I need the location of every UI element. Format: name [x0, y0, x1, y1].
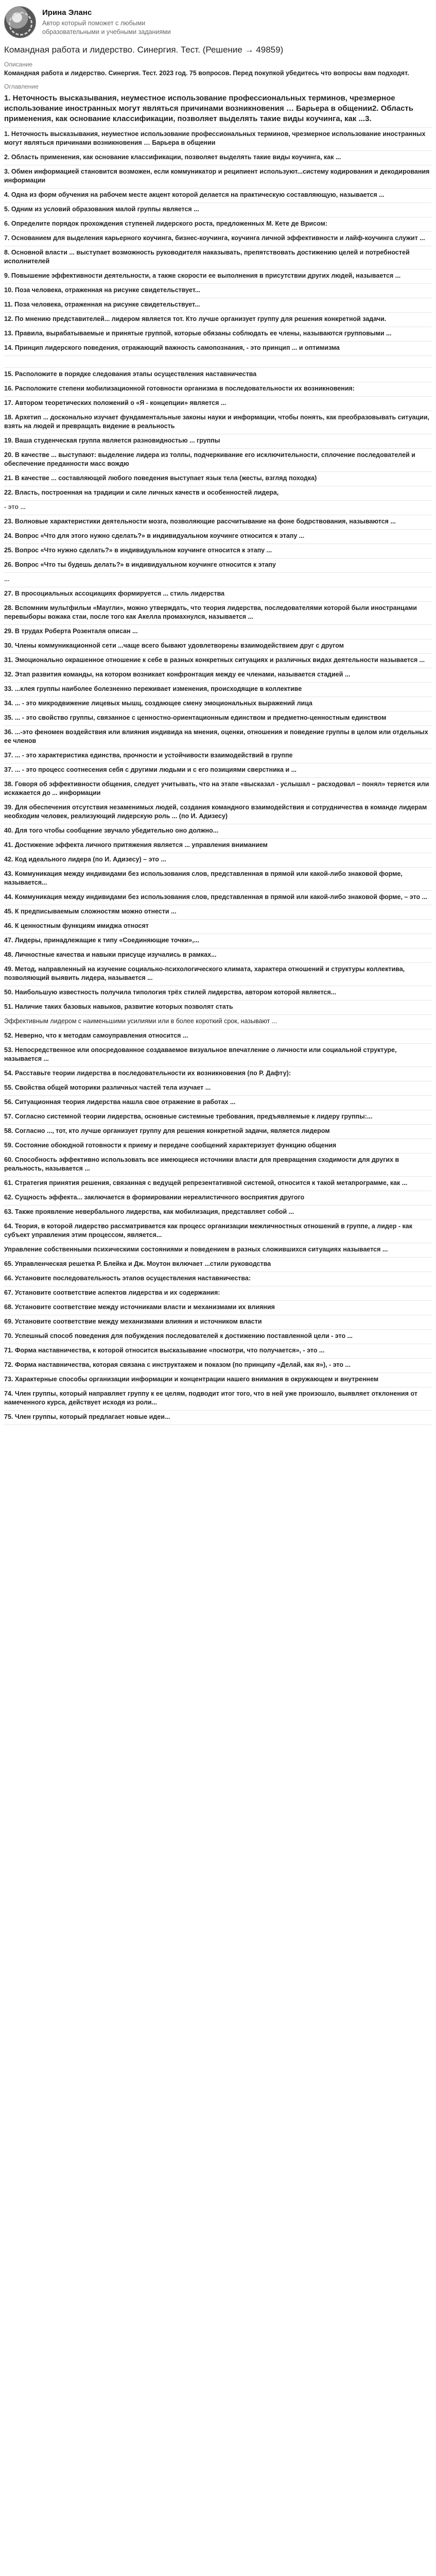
toc-item[interactable]: 17. Автором теоретических положений о «Я - концепции» является ...	[4, 397, 432, 411]
toc-item[interactable]: 31. Эмоционально окрашенное отношение к себе в разных конкретных ситуациях и различных видах деятельности называется ...	[4, 654, 432, 668]
toc-item[interactable]: 47. Лидеры, принадлежащие к типу «Соединяющие точки»,...	[4, 934, 432, 948]
toc-item[interactable]: 15. Расположите в порядке следования этапы осуществления наставничества	[4, 368, 432, 382]
toc-item[interactable]: 60. Способность эффективно использовать все имеющиеся источники власти для превращения сходимости для других в реальность, называется ...	[4, 1154, 432, 1177]
toc-item[interactable]: 72. Форма наставничества, которая связана с инструктажем и показом (по принципу «Делай, как я»), - это ...	[4, 1359, 432, 1373]
toc-item[interactable]: 23. Волновые характеристики деятельности мозга, позволяющие рассчитывание на фоне бодрствования, называются ...	[4, 515, 432, 530]
author-info	[42, 8, 176, 37]
toc-label: Оглавление	[4, 83, 39, 90]
toc-item[interactable]: 54. Расставьте теории лидерства в последовательности их возникновения (по Р. Дафту):	[4, 1067, 432, 1081]
description-text: Командная работа и лидерство. Синергия. Тест. 2023 год. 75 вопросов. Перед покупкой убедитесь что вопросы вам подходят.	[4, 70, 409, 77]
toc-item[interactable]: 1. Неточность высказывания, неуместное использование профессиональных терминов, чрезмерное использование иностранных могут являться причинами возникновения … Барьера в общении	[4, 128, 432, 151]
toc-item[interactable]: 65. Управленческая решетка Р. Блейка и Дж. Моутон включает ...стили руководства	[4, 1258, 432, 1272]
toc-item[interactable]: 61. Стратегия принятия решения, связанная с ведущей репрезентативной системой, относится к такой метапрограмме, как ...	[4, 1177, 432, 1191]
toc-item[interactable]: 32. Этап развития команды, на котором возникает конфронтация между ее членами, называется стадией ...	[4, 668, 432, 683]
toc-item[interactable]: 46. К ценностным функциям имиджа относят	[4, 920, 432, 934]
author-card[interactable]	[4, 6, 432, 38]
toc-item[interactable]: Управление собственными психическими состояниями и поведением в разных сложившихся ситуациях называется ...	[4, 1243, 432, 1258]
toc-item[interactable]: Эффективным лидером с наименьшими усилиями или в более короткий срок, называют ...	[4, 1015, 432, 1029]
toc-item[interactable]: 40. Для того чтобы сообщение звучало убедительно оно должно...	[4, 824, 432, 839]
toc-item[interactable]: 50. Наибольшую известность получила типология трёх стилей лидерства, автором которой является...	[4, 986, 432, 1001]
page-title: Командная работа и лидерство. Синергия. Тест. (Решение → 49859)	[4, 45, 284, 55]
toc-item[interactable]: 29. В трудах Роберта Розенталя описан ...	[4, 625, 432, 639]
toc-item[interactable]: 3. Обмен информацией становится возможен, если коммуникатор и реципиент используют...систему кодирования и декодирования информации	[4, 165, 432, 189]
toc-item[interactable]: 27. В просоциальных ассоциациях формируется ... стиль лидерства	[4, 587, 432, 602]
toc-item[interactable]: 43. Коммуникация между индивидами без использования слов, представленная в прямой или какой-либо знаковой форме, называется...	[4, 868, 432, 891]
toc-item[interactable]: 38. Говоря об эффективности общения, следует учитывать, что на этапе «высказал - услышал – расходовал – понял» теряется или искажается до ... информации	[4, 778, 432, 801]
toc-item[interactable]: 34. ... - это микродвижение лицевых мышц, создающее смену эмоциональных выражений лица	[4, 697, 432, 711]
toc-item[interactable]: 21. В качестве ... составляющей любого поведения выступает язык тела (жесты, взгляд походка)	[4, 472, 432, 486]
toc-item[interactable]: 26. Вопрос «Что ты будешь делать?» в индивидуальном коучинге относится к этапу	[4, 558, 432, 573]
toc-item[interactable]: 8. Основной власти ... выступает возможность руководителя наказывать, препятствовать достижению целей и потребностей исполнителей	[4, 246, 432, 269]
toc-item[interactable]: 33. ...клея группы наиболее болезненно переживает изменения, происходящие в коллективе	[4, 683, 432, 697]
toc-item[interactable]: 36. ...-это феномен воздействия или влияния индивида на мнения, оценки, отношения и поведение группы в целом или отдельных ее членов	[4, 726, 432, 749]
toc-item[interactable]: 1. Неточность высказывания, неуместное использование профессиональных терминов, чрезмерное использование иностранных могут являться причинами возникновения … Барьера в общении2. Область применения, как основание классификации, позволяет выделять такие виды коучинга, как ...3.	[4, 91, 432, 128]
toc-item[interactable]: 25. Вопрос «Что нужно сделать?» в индивидуальном коучинге относится к этапу ...	[4, 544, 432, 558]
toc-item[interactable]: 7. Основанием для выделения карьерного коучинга, бизнес-коучинга, коучинга личной эффективности и лайф-коучинга служит ...	[4, 232, 432, 246]
toc-item[interactable]: 37. ... - это характеристика единства, прочности и устойчивости взаимодействий в группе	[4, 749, 432, 764]
toc-item[interactable]: 14. Принцип лидерского поведения, отражающий важность самопознания, - это принцип ... и оптимизма	[4, 342, 432, 356]
toc-item[interactable]: 59. Состояние обоюдной готовности к приему и передаче сообщений характеризует функцию общения	[4, 1139, 432, 1154]
toc-item[interactable]: 39. Для обеспечения отсутствия незаменимых людей, создания командного взаимодействия и сотрудничества в команде лидерам необходим человек, реализующий лидерскую роль ... (по И. Адизесу)	[4, 801, 432, 824]
toc-item[interactable]: - это ...	[4, 501, 432, 515]
toc-item[interactable]: 6. Определите порядок прохождения ступеней лидерского роста, предложенных М. Кете де Врисом:	[4, 217, 432, 232]
toc-item[interactable]: 62. Сущность эффекта... заключается в формировании нереалистичного восприятия другого	[4, 1191, 432, 1206]
toc-item[interactable]: 24. Вопрос «Что для этого нужно сделать?» в индивидуальном коучинге относится к этапу ...	[4, 530, 432, 544]
toc-item[interactable]: 18. Архетип ... досконально изучает фундаментальные законы науки и информации, чтобы понять, как преобразовывать ситуации, взять на людей и превращать видение в реальность	[4, 411, 432, 434]
toc-item[interactable]: 10. Поза человека, отраженная на рисунке свидетельствует...	[4, 284, 432, 298]
toc-item[interactable]: 28. Вспомним мультфильм «Маугли», можно утверждать, что теория лидерства, последователями которой были иностранцами перевыборы вожака стаи, после того как Акелла промахнулся, называется ...	[4, 602, 432, 625]
toc-item[interactable]: 70. Успешный способ поведения для побуждения последователей к достижению поставленной цели - это ...	[4, 1330, 432, 1344]
author-description: Автор который поможет с любыми образовательными и учебными заданиями	[42, 19, 171, 36]
toc-item[interactable]: 73. Характерные способы организации информации и концентрации нашего внимания в окружающем и внутреннем	[4, 1373, 432, 1387]
toc-item[interactable]: 48. Личностные качества и навыки присуще изучались в рамках...	[4, 948, 432, 963]
toc-item[interactable]: 51. Наличие таких базовых навыков, развитие которых позволят стать	[4, 1001, 432, 1015]
toc-item[interactable]: 30. Члены коммуникационной сети ...чаще всего бывают удовлетворены взаимодействием друг с другом	[4, 639, 432, 654]
toc-item[interactable]: 74. Член группы, который направляет группу к ее целям, подводит итог того, что в ней уже произошло, выявляет отклонения от намеченного курса, действует исходя из роли...	[4, 1387, 432, 1411]
toc-item[interactable]: 16. Расположите степени мобилизационной готовности организма в последовательности их возникновения:	[4, 382, 432, 397]
toc-item[interactable]: 37. ... - это процесс соотнесения себя с другими людьми и с его позициями сверстника и ...	[4, 764, 432, 778]
toc-item	[4, 356, 432, 368]
toc-item[interactable]: 19. Ваша студенческая группа является разновидностью ... группы	[4, 434, 432, 449]
toc-item[interactable]: 11. Поза человека, отраженная на рисунке свидетельствует...	[4, 298, 432, 313]
toc-item[interactable]: 69. Установите соответствие между механизмами влияния и источником власти	[4, 1315, 432, 1330]
toc-item[interactable]: 58. Согласно ..., тот, кто лучше организует группу для решения конкретной задачи, является лидером	[4, 1125, 432, 1139]
toc-item[interactable]: 57. Согласно системной теории лидерства, основные системные требования, предъявляемые к лидеру группы:...	[4, 1110, 432, 1125]
toc-item[interactable]: 41. Достижение эффекта личного притяжения является ... управления вниманием	[4, 839, 432, 853]
toc-item[interactable]: 55. Свойства общей моторики различных частей тела изучает ...	[4, 1081, 432, 1096]
toc-item[interactable]: 22. Власть, построенная на традиции и силе личных качеств и особенностей лидера,	[4, 486, 432, 501]
toc-item[interactable]: 5. Одним из условий образования малой группы является ...	[4, 203, 432, 217]
author-name[interactable]: Ирина Эланс	[42, 8, 92, 17]
toc-item[interactable]: 71. Форма наставничества, к которой относится высказывание «посмотри, что получается», - это ...	[4, 1344, 432, 1359]
toc-item[interactable]: 2. Область применения, как основание классификации, позволяет выделять такие виды коучинга, как ...	[4, 151, 432, 165]
toc-item[interactable]: 67. Установите соответствие аспектов лидерства и их содержания:	[4, 1286, 432, 1301]
toc-item[interactable]: 4. Одна из форм обучения на рабочем месте акцент которой делается на практическую составляющую, называется ...	[4, 189, 432, 203]
toc-item[interactable]: 66. Установите последовательность этапов осуществления наставничества:	[4, 1272, 432, 1286]
toc-item[interactable]: 63. Также проявление невербального лидерства, как мобилизация, представляет собой ...	[4, 1206, 432, 1220]
toc-item[interactable]: 52. Неверно, что к методам самоуправления относится ...	[4, 1029, 432, 1044]
toc-item[interactable]: 35. ... - это свойство группы, связанное с ценностно-ориентационным единством и предметно-ценностным единством	[4, 711, 432, 726]
toc-item[interactable]: 68. Установите соответствие между источниками власти и механизмами их влияния	[4, 1301, 432, 1315]
toc-item[interactable]: 12. По мнению представителей... лидером является тот. Кто лучше организует группу для решения конкретной задачи.	[4, 313, 432, 327]
toc-item[interactable]: 56. Ситуационная теория лидерства нашла свое отражение в работах ...	[4, 1096, 432, 1110]
toc-item[interactable]: 42. Код идеального лидера (по И. Адизесу) – это ...	[4, 853, 432, 868]
avatar[interactable]	[4, 6, 36, 38]
description-label: Описание	[4, 61, 33, 68]
toc-item[interactable]: 75. Член группы, который предлагает новые идеи...	[4, 1411, 432, 1425]
toc-item[interactable]: 64. Теория, в которой лидерство рассматривается как процесс организации межличностных отношений в группе, а лидер - как субъект управления этим процессом, является...	[4, 1220, 432, 1243]
toc-item[interactable]: 13. Правила, вырабатываемые и принятые группой, которые обязаны соблюдать ее члены, называются групповыми ...	[4, 327, 432, 342]
toc-list	[4, 91, 432, 1425]
toc-item[interactable]: 9. Повышение эффективности деятельности, а также скорости ее выполнения в присутствии других людей, называется ...	[4, 269, 432, 284]
toc-item[interactable]: 49. Метод, направленный на изучение социально-психологического климата, характера отношений и структуры коллектива, позволяющий выявить лидера, называется ...	[4, 963, 432, 986]
toc-item[interactable]: ...	[4, 573, 432, 587]
toc-item[interactable]: 53. Непосредственное или опосредованное создаваемое визуальное впечатление о личности или социальной структуре, называется ...	[4, 1044, 432, 1067]
toc-item[interactable]: 45. К предписываемым сложностям можно отнести ...	[4, 905, 432, 920]
toc-item[interactable]: 20. В качестве ... выступают: выделение лидера из толпы, подчеркивание его исключительности, сплочение последователей и обеспечение преданности масс вождю	[4, 449, 432, 472]
toc-item[interactable]: 44. Коммуникация между индивидами без использования слов, представленная в прямой или какой-либо знаковой форме, – это ...	[4, 891, 432, 905]
